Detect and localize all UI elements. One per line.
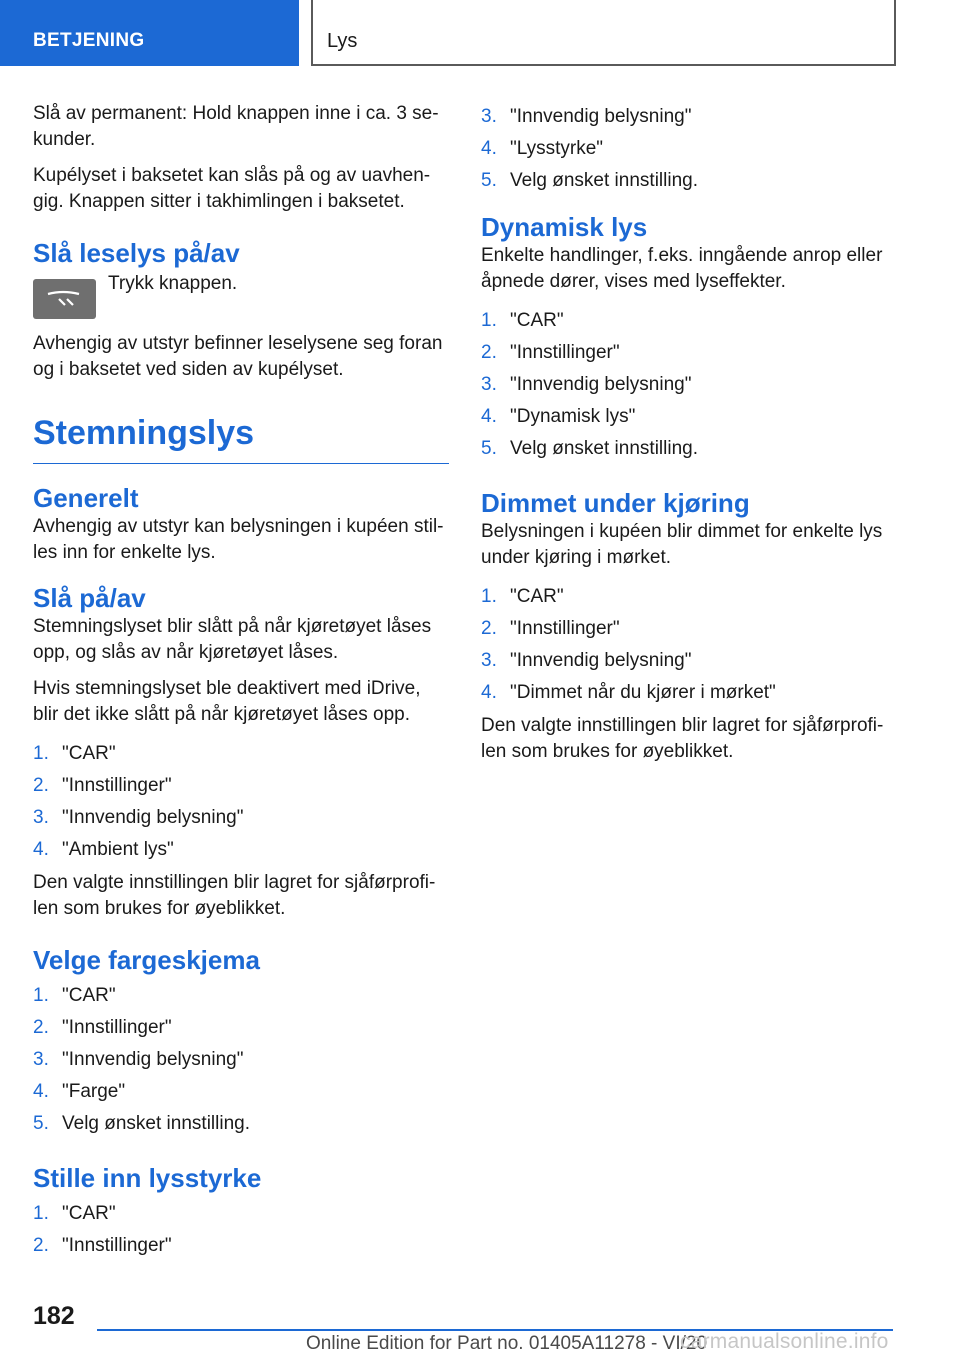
heading-dynamic-light: Dynamisk lys	[481, 212, 648, 242]
list-item: 3. "Innvendig belysning"	[481, 106, 692, 127]
paragraph: Kupélyset i baksetet kan slås på og av uavhen‐ gig. Knappen sitter i takhimlingen i baksetet.	[33, 165, 431, 212]
list-item: 3. "Innvendig belysning"	[481, 374, 692, 395]
paragraph: Den valgte innstillingen blir lagret for sjåførprofi‐ len som brukes for øyeblikket.	[481, 715, 884, 762]
list-item: 1. "CAR"	[33, 1203, 116, 1224]
paragraph: Stemningslyset blir slått på når kjøretøyet låses opp, og slås av når kjøretøyet låses.	[33, 616, 432, 663]
page-number: 182	[33, 1302, 75, 1330]
button-instruction	[33, 273, 449, 319]
list-item: 2. "Innstillinger"	[481, 342, 620, 363]
button-instruction-label: Trykk knappen.	[108, 273, 238, 294]
list-item: 1. "CAR"	[33, 743, 116, 764]
paragraph: Hvis stemningslyset ble deaktivert med iDrive, blir det ikke slått på når kjøretøyet låses opp.	[33, 678, 421, 725]
list-item: 4. "Dynamisk lys"	[481, 406, 636, 427]
heading-reading-light: Slå leselys på/av	[33, 238, 240, 268]
paragraph: Enkelte handlinger, f.eks. inngående anrop eller åpnede dører, vises med lyseffekter.	[481, 245, 883, 292]
paragraph: Slå av permanent: Hold knappen inne i ca. 3 se‐ kunder.	[33, 103, 439, 150]
list-item: 5. Velg ønsket innstilling.	[481, 438, 698, 459]
list-item: 3. "Innvendig belysning"	[481, 650, 692, 671]
chapter-tab: Lys	[311, 0, 896, 66]
list-item: 5. Velg ønsket innstilling.	[33, 1113, 250, 1134]
watermark: carmanualsonline.info	[680, 1330, 889, 1353]
list-item: 1. "CAR"	[481, 586, 564, 607]
steps-list-color	[33, 980, 449, 1140]
heading-color-scheme: Velge fargeskjema	[33, 945, 260, 975]
steps-list-dimmed	[481, 581, 897, 709]
paragraph: Belysningen i kupéen blir dimmet for enkelte lys under kjøring i mørket.	[481, 521, 883, 568]
list-item: 5. Velg ønsket innstilling.	[481, 170, 698, 191]
heading-general: Generelt	[33, 483, 139, 513]
page-header	[0, 0, 960, 66]
right-column	[481, 101, 897, 775]
page-footer	[0, 1290, 960, 1362]
steps-list-ambient	[33, 738, 449, 866]
paragraph: Avhengig av utstyr befinner leselysene seg foran og i baksetet ved siden av kupélyset.	[33, 333, 443, 380]
list-item: 1. "CAR"	[33, 985, 116, 1006]
list-item: 4. "Dimmet når du kjører i mørket"	[481, 682, 776, 703]
list-item: 2. "Innstillinger"	[33, 775, 172, 796]
heading-dimmed-driving: Dimmet under kjøring	[481, 488, 750, 518]
steps-list-dynamic	[481, 305, 897, 465]
list-item: 3. "Innvendig belysning"	[33, 807, 244, 828]
reading-light-icon	[33, 279, 96, 319]
list-item: 1. "CAR"	[481, 310, 564, 331]
steps-list-brightness	[33, 1198, 449, 1262]
heading-on-off: Slå på/av	[33, 583, 146, 613]
list-item: 2. "Innstillinger"	[33, 1017, 172, 1038]
paragraph: Avhengig av utstyr kan belysningen i kupéen stil‐ les inn for enkelte lys.	[33, 516, 444, 563]
list-item: 4. "Ambient lys"	[33, 839, 174, 860]
heading-brightness: Stille inn lysstyrke	[33, 1163, 262, 1193]
heading-ambient-light: Stemningslys	[33, 411, 449, 464]
list-item: 3. "Innvendig belysning"	[33, 1049, 244, 1070]
edition-text: Online Edition for Part no. 01405A11278 - VI/20	[306, 1333, 708, 1354]
list-item: 4. "Lysstyrke"	[481, 138, 604, 159]
steps-list-brightness-continued	[481, 101, 897, 197]
list-item: 4. "Farge"	[33, 1081, 126, 1102]
list-item: 2. "Innstillinger"	[481, 618, 620, 639]
section-tab: BETJENING	[0, 0, 299, 66]
paragraph: Den valgte innstillingen blir lagret for sjåførprofi‐ len som brukes for øyeblikket.	[33, 872, 436, 919]
left-column	[33, 101, 449, 1266]
list-item: 2. "Innstillinger"	[33, 1235, 172, 1256]
